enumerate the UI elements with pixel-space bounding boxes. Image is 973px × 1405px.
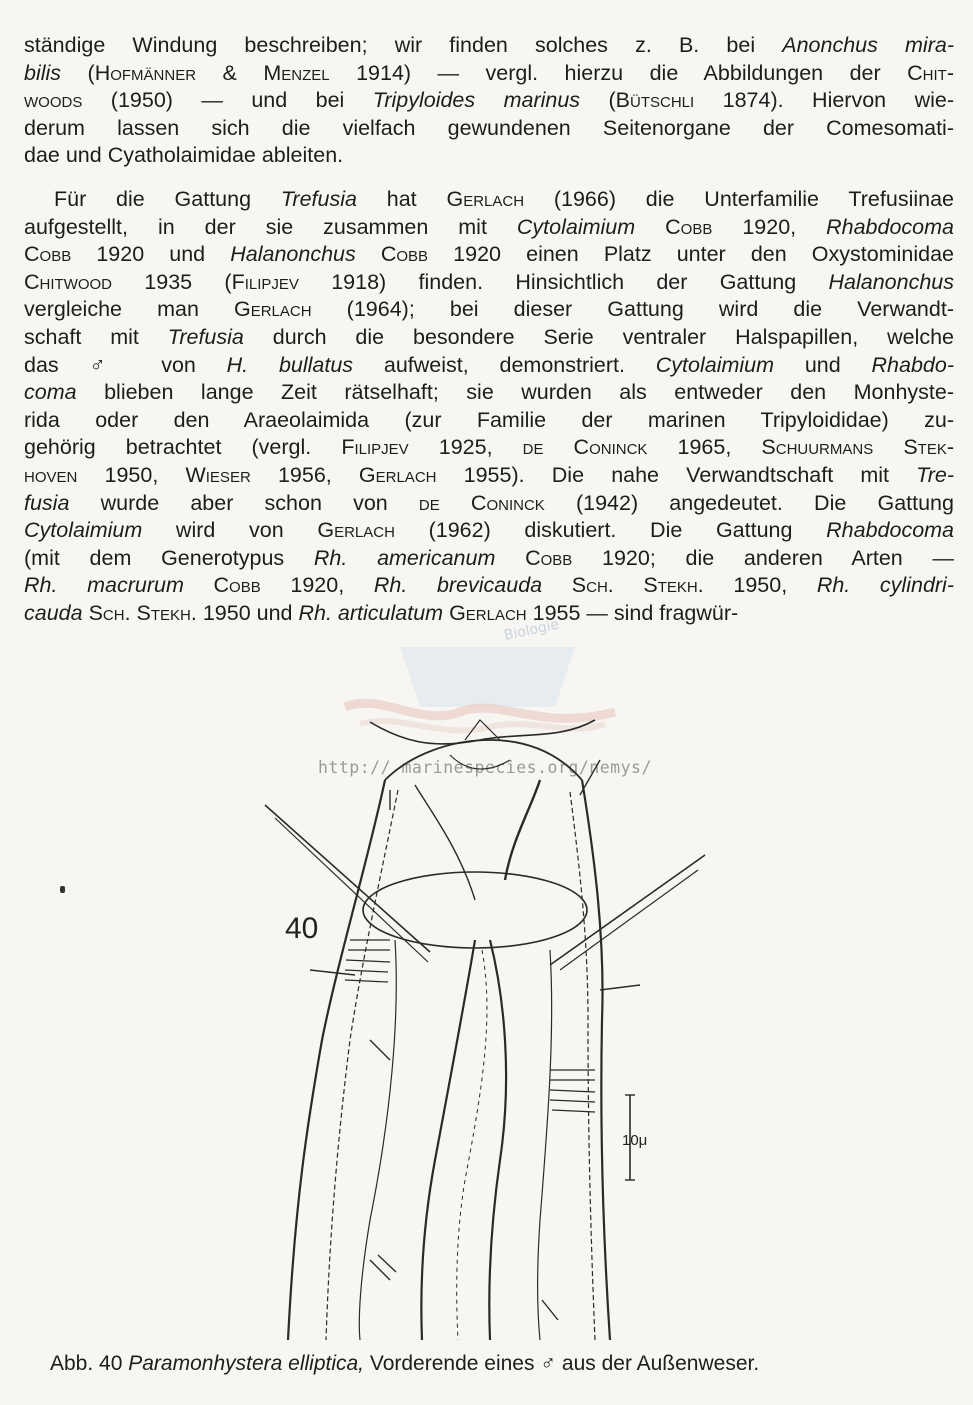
text-run: Rhabdocoma	[826, 214, 954, 239]
text-line	[24, 269, 954, 297]
text-run: 1965,	[647, 435, 762, 460]
text-run: ständige Windung beschreiben; wir finden solches z. B. bei	[24, 33, 783, 57]
figure-caption	[50, 1352, 759, 1376]
text-run: 1920; die anderen Arten —	[572, 545, 954, 570]
watermark-url: http:// marinespecies.org/nemys/	[318, 758, 652, 777]
text-run: Gerlach	[449, 600, 527, 625]
text-line	[24, 324, 954, 352]
text-line	[24, 296, 954, 324]
text-line	[24, 572, 954, 600]
text-run: Sch. Stekh.	[88, 600, 197, 625]
text-line	[24, 379, 954, 407]
text-run: 1956,	[250, 462, 359, 487]
text-run: vergleiche man	[24, 297, 234, 322]
text-run: 1914) — vergl. hierzu die Abbildungen der	[329, 60, 908, 85]
text-run: Abb. 40	[50, 1352, 129, 1375]
text-run: Gerlach	[234, 297, 312, 322]
text-line	[24, 490, 954, 518]
text-run: (	[580, 88, 616, 113]
text-run: Rh. cylindri-	[816, 573, 954, 598]
text-run: (1962) diskutiert. Die Gattung	[394, 518, 827, 543]
paragraph-1	[24, 32, 954, 170]
text-run: fusia	[24, 490, 70, 515]
text-run: Schuurmans Stek-	[761, 435, 954, 460]
text-run: Halanonchus	[230, 242, 356, 267]
text-run: (1950) — und bei	[82, 88, 373, 113]
text-run: Rhabdocoma	[826, 518, 954, 543]
text-line	[24, 60, 954, 88]
text-run: Cobb	[380, 242, 429, 267]
text-run: Cytolaimium	[655, 352, 775, 377]
text-run: Filipjev	[341, 435, 409, 460]
text-line	[24, 545, 954, 573]
text-run: cauda	[24, 600, 83, 625]
text-line	[24, 115, 954, 143]
text-run: 1920 einen Platz unter den Oxystominidae	[428, 242, 954, 267]
text-run: derum lassen sich die vielfach gewundenen Seitenorgane der Comesomati-	[24, 115, 954, 140]
text-run: 1955). Die nahe Verwandtschaft mit	[436, 462, 917, 487]
ink-mark	[60, 886, 65, 893]
text-run: hoven	[24, 462, 78, 487]
text-run: de Coninck	[522, 435, 648, 460]
text-run	[495, 546, 525, 570]
text-run: wird von	[142, 518, 318, 543]
text-run: Gerlach	[317, 518, 395, 543]
text-run: Gerlach	[358, 462, 437, 487]
text-run: Trefusia	[167, 324, 244, 349]
text-run: dae und Cyatholaimidae ableiten.	[24, 143, 344, 168]
text-run: 1935 (	[112, 269, 232, 294]
text-run: Bütschli	[615, 88, 695, 113]
text-run: H. bullatus	[226, 352, 354, 377]
text-run: Filipjev	[231, 269, 299, 294]
text-run: woods	[24, 88, 83, 113]
text-run: (	[61, 60, 95, 85]
text-run: 1920 und	[71, 242, 231, 267]
text-run: schaft mit	[24, 324, 168, 349]
text-run: durch die besondere Serie ventraler Halspapillen, welche	[243, 324, 954, 349]
text-run: Anonchus mira-	[782, 33, 954, 57]
text-run: aufgestellt, in der sie zusammen mit	[24, 214, 517, 239]
text-line	[24, 352, 954, 380]
text-line	[24, 186, 954, 214]
text-run: 1950 und	[196, 600, 299, 625]
text-line	[24, 32, 954, 60]
text-run: und	[774, 352, 872, 377]
text-run: das ♂ von	[24, 352, 227, 377]
text-line	[24, 434, 954, 462]
text-run: 1874). Hiervon wie-	[694, 88, 954, 113]
text-line	[24, 214, 954, 242]
text-run: (1966) die Unterfamilie Trefusiinae	[524, 187, 954, 211]
text-run: Sch. Stekh.	[571, 573, 704, 598]
text-run: Rh. macrurum	[24, 573, 184, 598]
text-run: Cobb	[525, 545, 573, 570]
text-run: Cytolaimium	[516, 214, 636, 239]
text-run	[542, 573, 572, 597]
text-run: Rh. americanum	[313, 545, 496, 570]
text-run: (mit dem Generotypus	[24, 545, 314, 570]
text-run: gehörig betrachtet (vergl.	[24, 435, 342, 460]
text-run: 1955 — sind fragwür-	[526, 600, 739, 625]
text-run: 1918) finden. Hinsichtlich der Gattung	[298, 269, 829, 294]
text-run: Rh. articulatum	[298, 600, 444, 625]
text-run: 1925,	[408, 435, 523, 460]
text-run: Cobb	[213, 573, 261, 598]
text-run: Für die Gattung	[54, 187, 281, 211]
text-line	[24, 462, 954, 490]
text-run	[635, 215, 665, 239]
text-run: Cobb	[665, 214, 713, 239]
text-run	[184, 573, 214, 597]
text-run: rida oder den Araeolaimida (zur Familie der marinen Tripyloididae) zu-	[24, 407, 954, 432]
text-run: Tripyloides marinus	[372, 88, 581, 113]
text-run: Hofmänner & Menzel	[94, 60, 330, 85]
text-run: (1964); bei dieser Gattung wird die Verwandt-	[311, 297, 954, 322]
text-run	[356, 242, 381, 266]
text-run: Vorderende eines ♂ aus der Außenweser.	[364, 1352, 760, 1375]
text-run: Rhabdo-	[871, 352, 954, 377]
text-run: Chitwood	[24, 269, 113, 294]
text-run: wurde aber schon von	[69, 490, 419, 515]
paragraph-2	[24, 186, 954, 628]
text-run: Wieser	[185, 462, 251, 487]
text-line	[24, 87, 954, 115]
text-run: (1942) angedeutet. Die Gattung	[544, 490, 954, 515]
text-run: Cobb	[24, 242, 72, 267]
text-line	[24, 142, 954, 170]
text-run: blieben lange Zeit rätselhaft; sie wurden als entweder den Monhyste-	[76, 380, 954, 405]
text-run: Gerlach	[446, 187, 525, 211]
text-run: Paramonhystera elliptica,	[128, 1352, 365, 1375]
figure-number-label: 40	[285, 912, 319, 945]
text-line	[24, 241, 954, 269]
text-run: Cytolaimium	[24, 518, 143, 543]
text-run: 1920,	[712, 214, 827, 239]
text-run: hat	[356, 187, 447, 211]
text-run: 1920,	[260, 573, 374, 598]
text-run: Chit-	[907, 60, 954, 85]
text-run: coma	[24, 380, 77, 405]
text-line	[24, 407, 954, 435]
text-run: 1950,	[77, 462, 186, 487]
text-run: Rh. brevicauda	[373, 573, 543, 598]
text-run: de Coninck	[418, 490, 545, 515]
text-run: aufweist, demonstriert.	[353, 352, 656, 377]
text-run: bilis	[24, 60, 62, 85]
text-run: Halanonchus	[828, 269, 954, 294]
scale-bar-label: 10μ	[622, 1132, 648, 1149]
svg-text:Biologie: Biologie	[502, 616, 561, 644]
text-run: Tre-	[916, 462, 954, 487]
text-line	[24, 517, 954, 545]
nematode-anterior-drawing	[250, 700, 710, 1340]
text-run: 1950,	[703, 573, 817, 598]
text-run: Trefusia	[280, 187, 357, 211]
